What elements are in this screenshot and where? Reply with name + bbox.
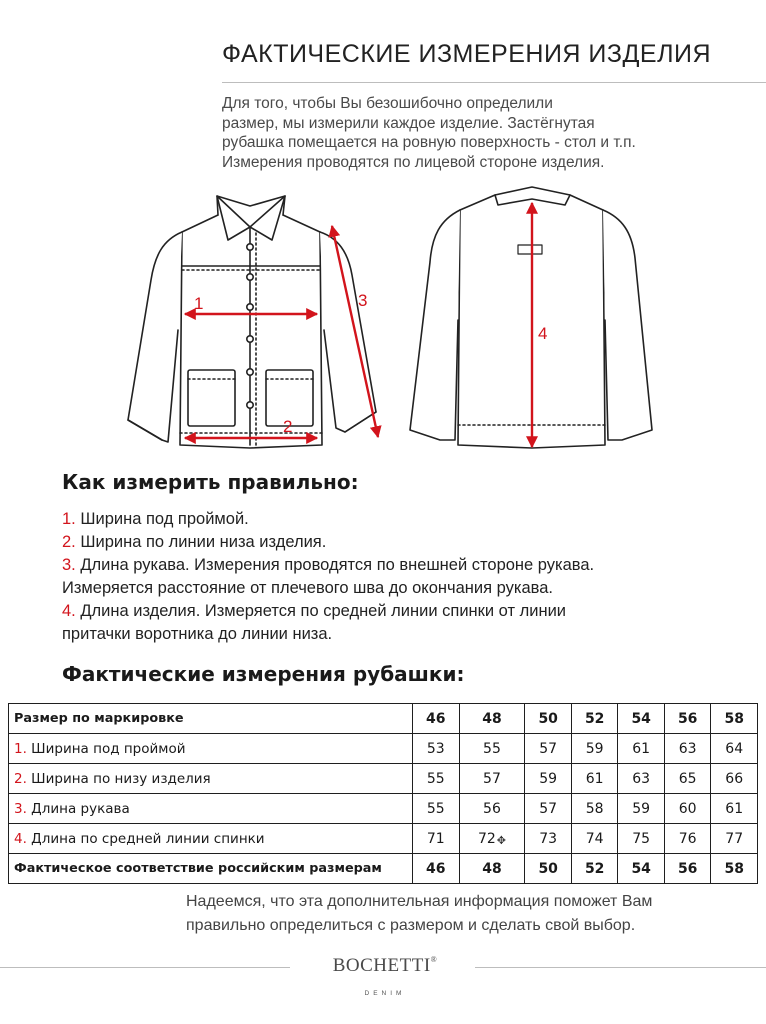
footer-cell: 56 [664,854,711,884]
registered-mark: ® [430,955,438,964]
table-cell: 59 [525,764,572,794]
step-text: Длина изделия. Измеряется по средней линии спинки от линии [75,602,567,620]
howto-step [62,577,752,600]
table-cell: 59 [571,734,618,764]
page-title: ФАКТИЧЕСКИЕ ИЗМЕРЕНИЯ ИЗДЕЛИЯ [222,40,712,68]
measure-label-4: 4 [538,324,548,343]
footer-divider-right [475,967,766,968]
step-text: Ширина под проймой. [75,510,249,528]
table-footer-row [9,854,758,884]
row-label: Ширина под проймой [26,740,186,757]
header-cell: 48 [459,704,525,734]
shirt-diagram [0,180,766,455]
table-heading: Фактические измерения рубашки: [62,662,465,686]
row-number: 3. [14,800,27,817]
brand-subtitle: DENIM [364,990,406,997]
footer-cell: 54 [618,854,665,884]
footer-cell: 58 [711,854,758,884]
table-cell: 63 [618,764,665,794]
table-cell: 77 [711,824,758,854]
row-label-cell [9,794,413,824]
table-row [9,824,758,854]
howto-heading: Как измерить правильно: [62,470,359,494]
measure-label-3: 3 [358,291,368,310]
measure-label-2: 2 [283,417,293,436]
table-cell [459,824,525,854]
closing-note [186,890,652,938]
table-cell: 53 [413,734,460,764]
table-cell: 73 [525,824,572,854]
table-cell: 65 [664,764,711,794]
row-label-cell [9,734,413,764]
table-cell: 61 [711,794,758,824]
table-cell: 61 [618,734,665,764]
table-cell: 55 [413,764,460,794]
row-label: Ширина по низу изделия [26,770,211,787]
table-header-row [9,704,758,734]
header-cell: 50 [525,704,572,734]
table-row [9,764,758,794]
table-cell: 55 [413,794,460,824]
footer-divider-left [0,967,290,968]
intro-text [222,94,762,172]
step-number: 1. [62,510,76,528]
row-label: Длина по средней линии спинки [26,830,265,847]
table-cell: 60 [664,794,711,824]
header-cell: 56 [664,704,711,734]
brand-name: BOCHETTI [332,955,431,976]
shirt-front-drawing [128,196,376,448]
table-cell: 74 [571,824,618,854]
title-divider [222,82,766,83]
step-text: Ширина по линии низа изделия. [75,533,327,551]
table-cell: 75 [618,824,665,854]
intro-line: размер, мы измерили каждое изделие. Застёгнутая [222,114,595,132]
step-number: 4. [62,602,76,620]
table-cell: 57 [525,794,572,824]
move-cursor-icon: ✥ [496,833,506,847]
table-cell: 58 [571,794,618,824]
howto-steps [62,508,752,646]
footer-cell: 50 [525,854,572,884]
howto-step [62,531,752,554]
table-row [9,794,758,824]
row-number: 2. [14,770,27,787]
row-label: Длина рукава [26,800,130,817]
howto-step [62,600,752,623]
header-cell: 58 [711,704,758,734]
howto-step [62,508,752,531]
table-cell: 71 [413,824,460,854]
howto-step [62,554,752,577]
size-table [8,703,758,884]
step-number: 3. [62,556,76,574]
brand-logo [312,955,458,977]
measure-label-1: 1 [194,294,204,313]
intro-line: Измерения проводятся по лицевой стороне изделия. [222,153,605,171]
table-cell: 64 [711,734,758,764]
table-cell: 56 [459,794,525,824]
table-cell: 61 [571,764,618,794]
row-number: 4. [14,830,27,847]
intro-line: рубашка помещается на ровную поверхность - стол и т.п. [222,134,636,151]
closing-line: правильно определиться с размером и сделать свой выбор. [186,917,636,934]
table-cell: 66 [711,764,758,794]
howto-step [62,623,752,646]
closing-line: Надеемся, что эта дополнительная информация поможет Вам [186,893,653,910]
intro-line: Для того, чтобы Вы безошибочно определили [222,95,553,112]
footer-cell: 46 [413,854,460,884]
footer-cell: 48 [459,854,525,884]
step-number: 2. [62,533,76,551]
footer-cell: 52 [571,854,618,884]
step-text: Длина рукава. Измерения проводятся по внешней стороне рукава. [75,556,595,574]
header-cell: 46 [413,704,460,734]
row-number: 1. [14,740,27,757]
header-cell: 54 [618,704,665,734]
footer-label-cell: Фактическое соответствие российским размерам [9,854,413,884]
table-row [9,734,758,764]
step-text: Измеряется расстояние от плечевого шва до окончания рукава. [62,579,553,597]
table-cell: 57 [459,764,525,794]
table-cell: 76 [664,824,711,854]
header-label-cell: Размер по маркировке [9,704,413,734]
table-cell: 57 [525,734,572,764]
table-cell: 59 [618,794,665,824]
step-text: притачки воротника до линии низа. [62,625,333,643]
cell-value: 72 [477,830,496,847]
row-label-cell [9,764,413,794]
table-cell: 55 [459,734,525,764]
header-cell: 52 [571,704,618,734]
table-cell: 63 [664,734,711,764]
row-label-cell [9,824,413,854]
